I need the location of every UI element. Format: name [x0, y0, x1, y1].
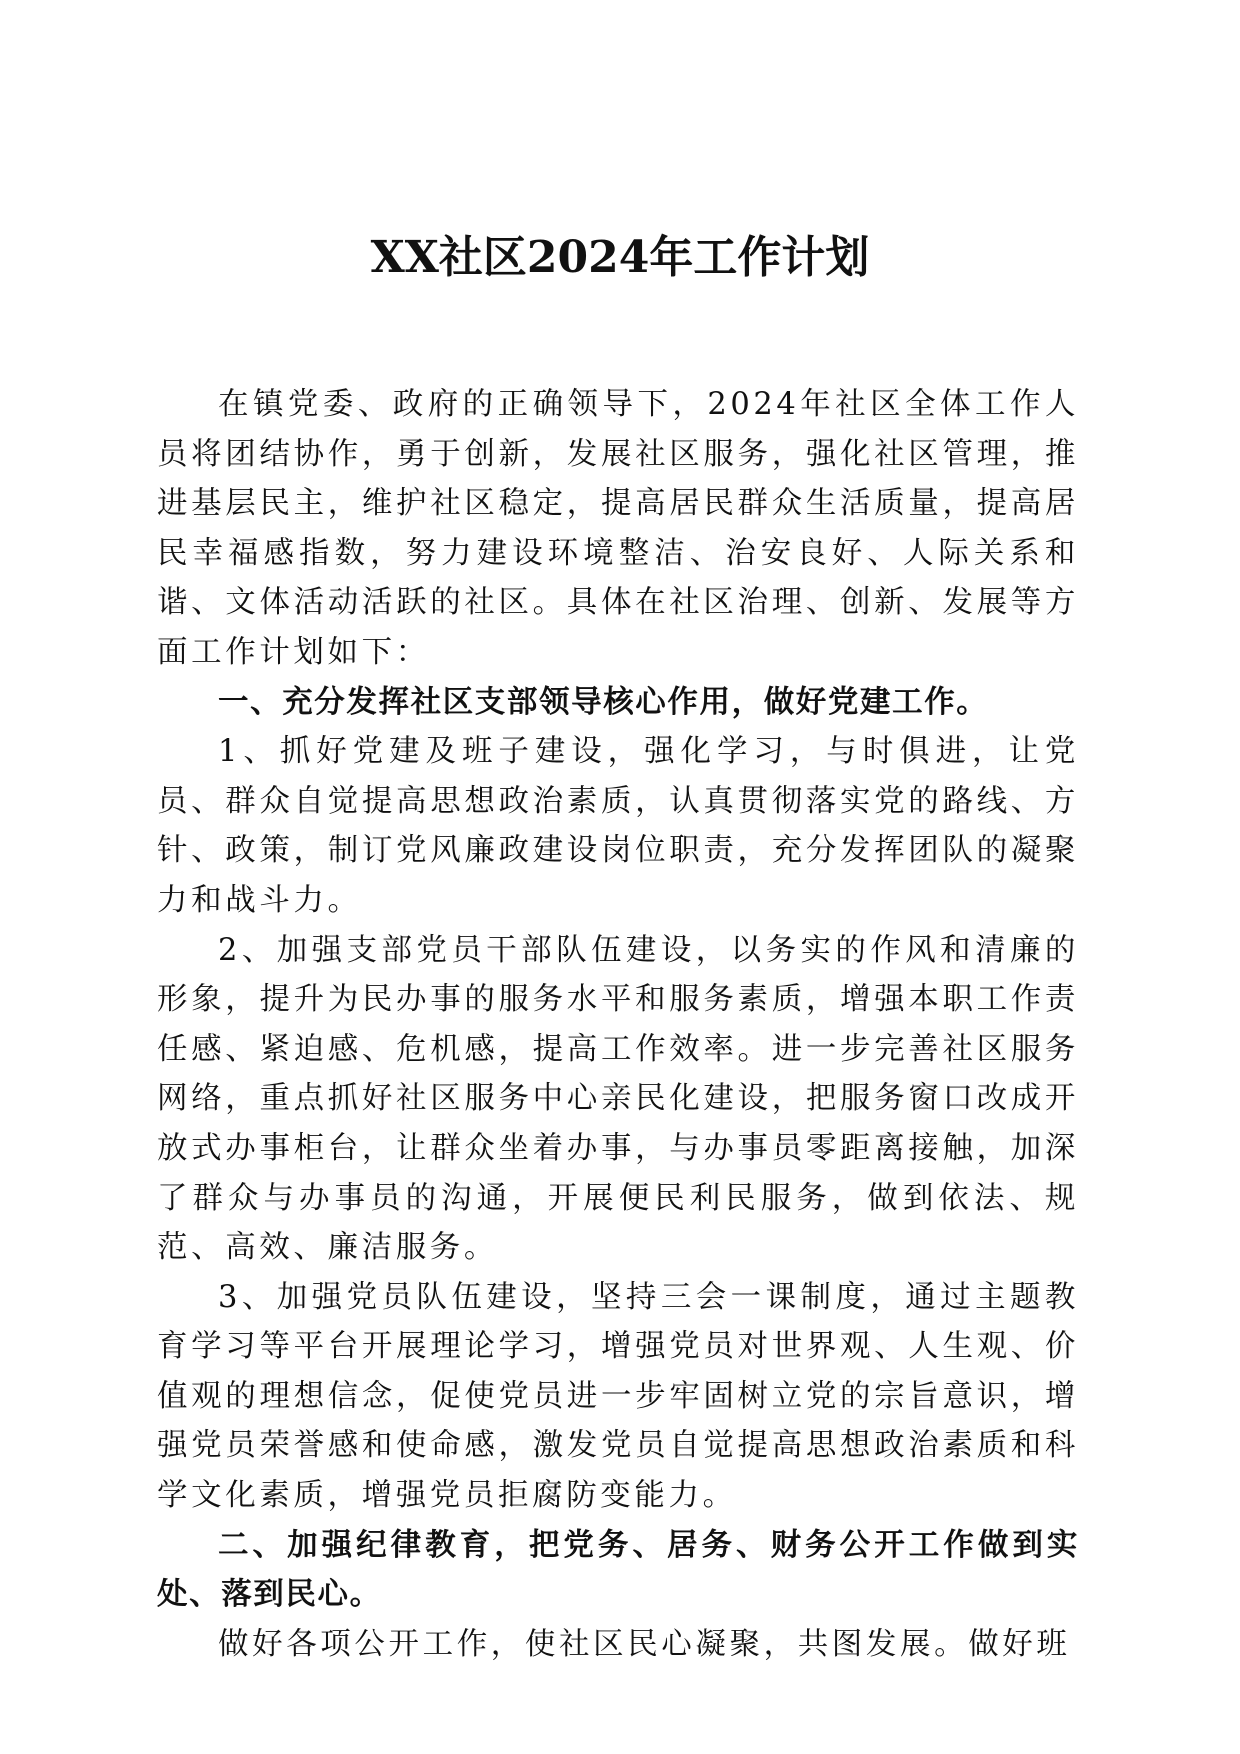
- intro-paragraph: 在镇党委、政府的正确领导下，2024年社区全体工作人员将团结协作，勇于创新，发展社区服务，强化社区管理，推进基层民主，维护社区稳定，提高居民群众生活质量，提高居民幸福感指数，努力建设环境整洁、治安良好、人际关系和谐、文体活动活跃的社区。具体在社区治理、创新、发展等方面工作计划如下：: [157, 387, 1079, 670]
- paragraph-item-2: 2、加强支部党员干部队伍建设，以务实的作风和清廉的形象，提升为民办事的服务水平和服务素质，增强本职工作责任感、紧迫感、危机感，提高工作效率。进一步完善社区服务网络，重点抓好社区服务中心亲民化建设，把服务窗口改成开放式办事柜台，让群众坐着办事，与办事员零距离接触，加深了群众与办事员的沟通，开展便民利民服务，做到依法、规范、高效、廉洁服务。: [157, 932, 1079, 1266]
- document-body: [157, 380, 1079, 1669]
- paragraph-item-1: 1、抓好党建及班子建设，强化学习，与时俱进，让党员、群众自觉提高思想政治素质，认真贯彻落实党的路线、方针、政策，制订党风廉政建设岗位职责，充分发挥团队的凝聚力和战斗力。: [157, 734, 1079, 918]
- document-title: XX社区2024年工作计划: [370, 232, 870, 283]
- paragraph-section-2: 做好各项公开工作，使社区民心凝聚，共图发展。做好班: [218, 1626, 1071, 1662]
- section-heading-2: 二、加强纪律教育，把党务、居务、财务公开工作做到实处、落到民心。: [157, 1527, 1079, 1613]
- section-heading-1: 一、充分发挥社区支部领导核心作用，做好党建工作。: [218, 684, 989, 720]
- paragraph-item-3: 3、加强党员队伍建设，坚持三会一课制度，通过主题教育学习等平台开展理论学习，增强党员对世界观、人生观、价值观的理想信念，促使党员进一步牢固树立党的宗旨意识，增强党员荣誉感和使命感，激发党员自觉提高思想政治素质和科学文化素质，增强党员拒腐防变能力。: [157, 1279, 1079, 1514]
